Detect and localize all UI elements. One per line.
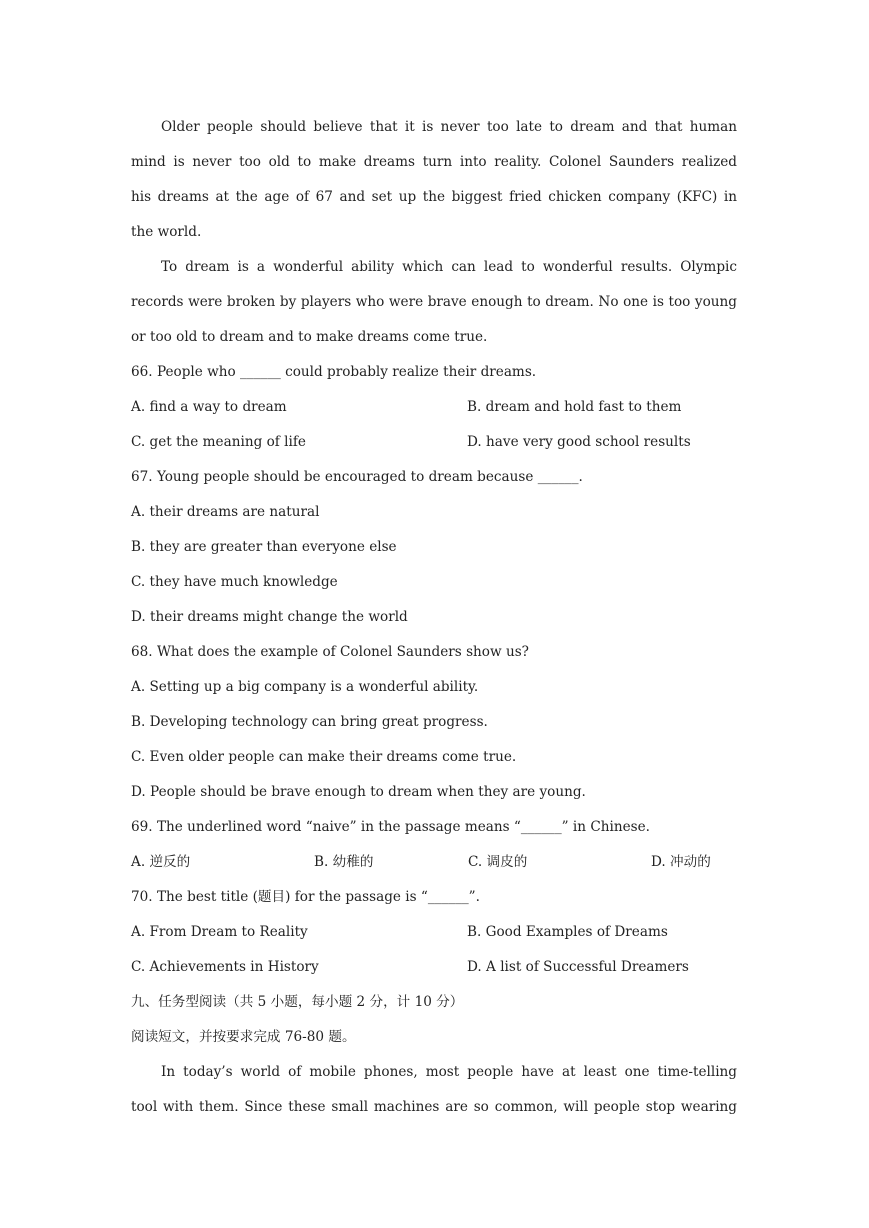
options-row [131,845,737,880]
passage-paragraph-older-people [131,110,737,250]
paragraph-line: In today’s world of mobile phones, most people have at least one time-telling [161,1064,737,1080]
paragraph-line: the world. [131,224,202,240]
question-stem: 67. Young people should be encouraged to dream because ______. [131,469,583,485]
question-stem: 70. The best title (题目) for the passage is “______”. [131,889,480,905]
question-70 [131,880,737,985]
question-stem: 66. People who ______ could probably realize their dreams. [131,364,537,380]
question-stem: 68. What does the example of Colonel Saunders show us? [131,644,529,660]
option-b: B. they are greater than everyone else [131,539,397,555]
options-row [131,390,737,425]
paragraph-line: records were broken by players who were brave enough to dream. No one is too young [131,294,737,310]
section-heading: 九、任务型阅读（共 5 小题，每小题 2 分，计 10 分） [131,994,464,1010]
option-b: B. dream and hold fast to them [467,399,682,415]
options-row [131,915,737,950]
question-69 [131,810,737,880]
option-d: D. their dreams might change the world [131,609,408,625]
option-c: C. get the meaning of life [131,434,306,450]
option-b: B. 幼稚的 [314,854,374,870]
paragraph-line: or too old to dream and to make dreams come true. [131,329,488,345]
option-d: D. People should be brave enough to dream when they are young. [131,784,586,800]
question-stem: 69. The underlined word “naive” in the passage means “______” in Chinese. [131,819,650,835]
option-a: A. 逆反的 [131,854,191,870]
option-a: A. find a way to dream [131,399,287,415]
option-d: D. have very good school results [467,434,691,450]
passage-paragraph-mobile-phones [131,1055,737,1125]
option-b: B. Good Examples of Dreams [467,924,668,940]
paragraph-line: his dreams at the age of 67 and set up the biggest fried chicken company (KFC) in [131,189,737,205]
page-content [131,110,737,1125]
option-d: D. 冲动的 [651,854,711,870]
paragraph-line: tool with them. Since these small machines are so common, will people stop wearing [131,1099,737,1115]
section-instruction: 阅读短文，并按要求完成 76-80 题。 [131,1029,356,1045]
option-a: A. Setting up a big company is a wonderful ability. [131,679,479,695]
option-c: C. Achievements in History [131,959,319,975]
question-67 [131,460,737,635]
options-row [131,950,737,985]
question-68 [131,635,737,810]
option-c: C. Even older people can make their dreams come true. [131,749,517,765]
paragraph-line: Older people should believe that it is never too late to dream and that human [161,119,737,135]
option-b: B. Developing technology can bring great progress. [131,714,488,730]
section-9 [131,985,737,1055]
option-a: A. their dreams are natural [131,504,320,520]
option-a: A. From Dream to Reality [131,924,308,940]
paragraph-line: mind is never too old to make dreams turn into reality. Colonel Saunders realized [131,154,737,170]
option-d: D. A list of Successful Dreamers [467,959,689,975]
paragraph-line: To dream is a wonderful ability which can lead to wonderful results. Olympic [161,259,737,275]
option-c: C. they have much knowledge [131,574,338,590]
option-c: C. 调皮的 [468,854,528,870]
options-row [131,425,737,460]
passage-paragraph-to-dream [131,250,737,355]
question-66 [131,355,737,460]
